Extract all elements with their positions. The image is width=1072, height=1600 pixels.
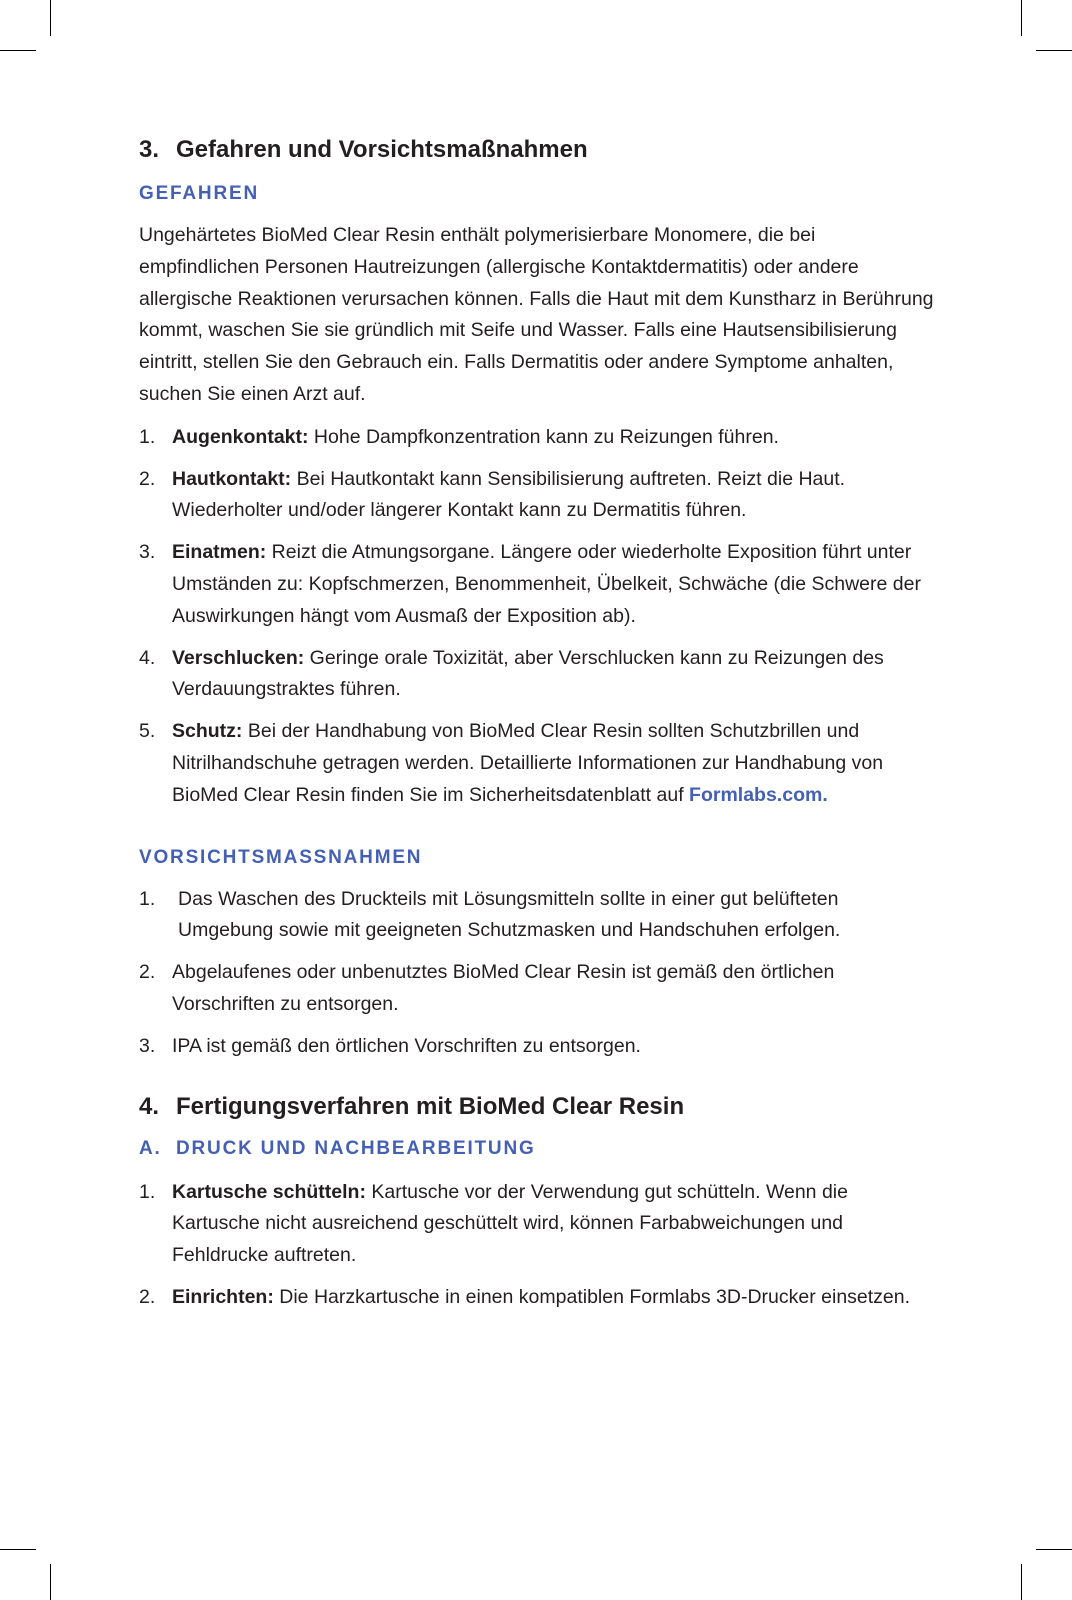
item-text: Das Waschen des Druckteils mit Lösungsmitteln sollte in einer gut belüfteten Umgebung sowie mit geeigneten Schutzmasken und Handschuhen erfolgen. — [178, 887, 841, 942]
formlabs-link[interactable]: Formlabs.com. — [689, 783, 828, 806]
item-number: 2. — [139, 467, 156, 490]
item-text: Geringe orale Toxizität, aber Verschlucken kann zu Reizungen des Verdauungstraktes führen. — [172, 646, 884, 701]
precautions-list — [139, 884, 939, 1063]
crop-mark — [1036, 1549, 1072, 1550]
crop-mark — [1021, 1564, 1022, 1600]
item-text: Kartusche vor der Verwendung gut schütteln. Wenn die Kartusche nicht ausreichend geschüttelt wird, können Farbabweichungen und Fehldrucke auftreten. — [172, 1180, 848, 1267]
item-text: Hohe Dampfkonzentration kann zu Reizungen führen. — [308, 425, 779, 448]
item-number: 3. — [139, 541, 156, 564]
crop-mark — [1036, 50, 1072, 51]
precautions-heading: VORSICHTSMASSNAHMEN — [139, 846, 423, 868]
section-title: Gefahren und Vorsichtsmaßnahmen — [176, 136, 588, 163]
hazards-list — [139, 422, 939, 812]
subsection-title: DRUCK UND NACHBEARBEITUNG — [176, 1137, 536, 1159]
item-number: 3. — [139, 1034, 156, 1057]
item-text: Abgelaufenes oder unbenutztes BioMed Clear Resin ist gemäß den örtlichen Vorschriften zu entsorgen. — [172, 961, 835, 1015]
section-3-heading — [139, 134, 939, 166]
crop-mark — [50, 1564, 51, 1600]
item-number: 2. — [139, 961, 156, 984]
item-label: Kartusche schütteln: — [172, 1180, 366, 1203]
list-item — [139, 1031, 939, 1063]
item-text: Reizt die Atmungsorgane. Längere oder wiederholte Exposition führt unter Umständen zu: Kopfschmerzen, Benommenheit, Übelkeit, Schwäche (die Schwere der Auswirkungen hängt vom Ausmaß der Exposition ab). — [172, 541, 921, 627]
hazards-heading: GEFAHREN — [139, 183, 259, 204]
crop-mark — [1021, 0, 1022, 36]
item-number: 5. — [139, 720, 156, 743]
crop-mark — [50, 0, 51, 36]
crop-mark — [0, 1549, 36, 1550]
item-label: Hautkontakt: — [172, 467, 292, 490]
subsection-letter: A. — [139, 1137, 162, 1159]
list-item — [139, 884, 939, 948]
section-number: 4. — [139, 1092, 160, 1120]
list-item — [139, 1177, 939, 1272]
list-item — [139, 716, 939, 811]
printing-list — [139, 1177, 939, 1314]
item-label: Verschlucken: — [172, 646, 305, 669]
item-label: Augenkontakt: — [172, 425, 309, 448]
section-4-heading — [139, 1091, 939, 1123]
list-item — [139, 422, 939, 454]
item-label: Einatmen: — [172, 541, 267, 564]
list-item — [139, 464, 939, 528]
section-title: Fertigungsverfahren mit BioMed Clear Resin — [176, 1092, 685, 1120]
document-body — [139, 134, 939, 1314]
item-number: 1. — [139, 425, 156, 448]
item-text: Bei der Handhabung von BioMed Clear Resin sollten Schutzbrillen und Nitrilhandschuhe getragen werden. Detaillierte Informationen zur Handhabung von BioMed Clear Resin finden Sie im Sicherheitsdatenblatt auf — [172, 720, 884, 806]
list-item — [139, 643, 939, 707]
item-label: Einrichten: — [172, 1285, 274, 1308]
item-number: 1. — [139, 1180, 156, 1203]
crop-mark — [0, 50, 36, 51]
item-text: Bei Hautkontakt kann Sensibilisierung auftreten. Reizt die Haut. Wiederholter und/oder längerer Kontakt kann zu Dermatitis führen. — [172, 467, 846, 522]
item-number: 2. — [139, 1285, 156, 1308]
hazards-intro: Ungehärtetes BioMed Clear Resin enthält polymerisierbare Monomere, die bei empfindlichen Personen Hautreizungen (allergische Kontaktdermatitis) oder andere allergische Reaktionen verursachen können. Falls die Haut mit dem Kunstharz in Berührung kommt, waschen Sie sie gründlich mit Seife und Wasser. Falls eine Hautsensibilisierung eintritt, stellen Sie den Gebrauch ein. Falls Dermatitis oder andere Symptome anhalten, suchen Sie einen Arzt auf. — [139, 224, 934, 405]
item-number: 1. — [139, 887, 156, 910]
subsection-a-heading — [139, 1135, 939, 1163]
item-text: IPA ist gemäß den örtlichen Vorschriften zu entsorgen. — [172, 1034, 641, 1057]
item-number: 4. — [139, 646, 156, 669]
list-item — [139, 537, 939, 632]
item-label: Schutz: — [172, 720, 243, 743]
list-item — [139, 957, 939, 1021]
section-number: 3. — [139, 136, 160, 163]
list-item — [139, 1282, 939, 1314]
item-text: Die Harzkartusche in einen kompatiblen Formlabs 3D-Drucker einsetzen. — [273, 1285, 911, 1308]
